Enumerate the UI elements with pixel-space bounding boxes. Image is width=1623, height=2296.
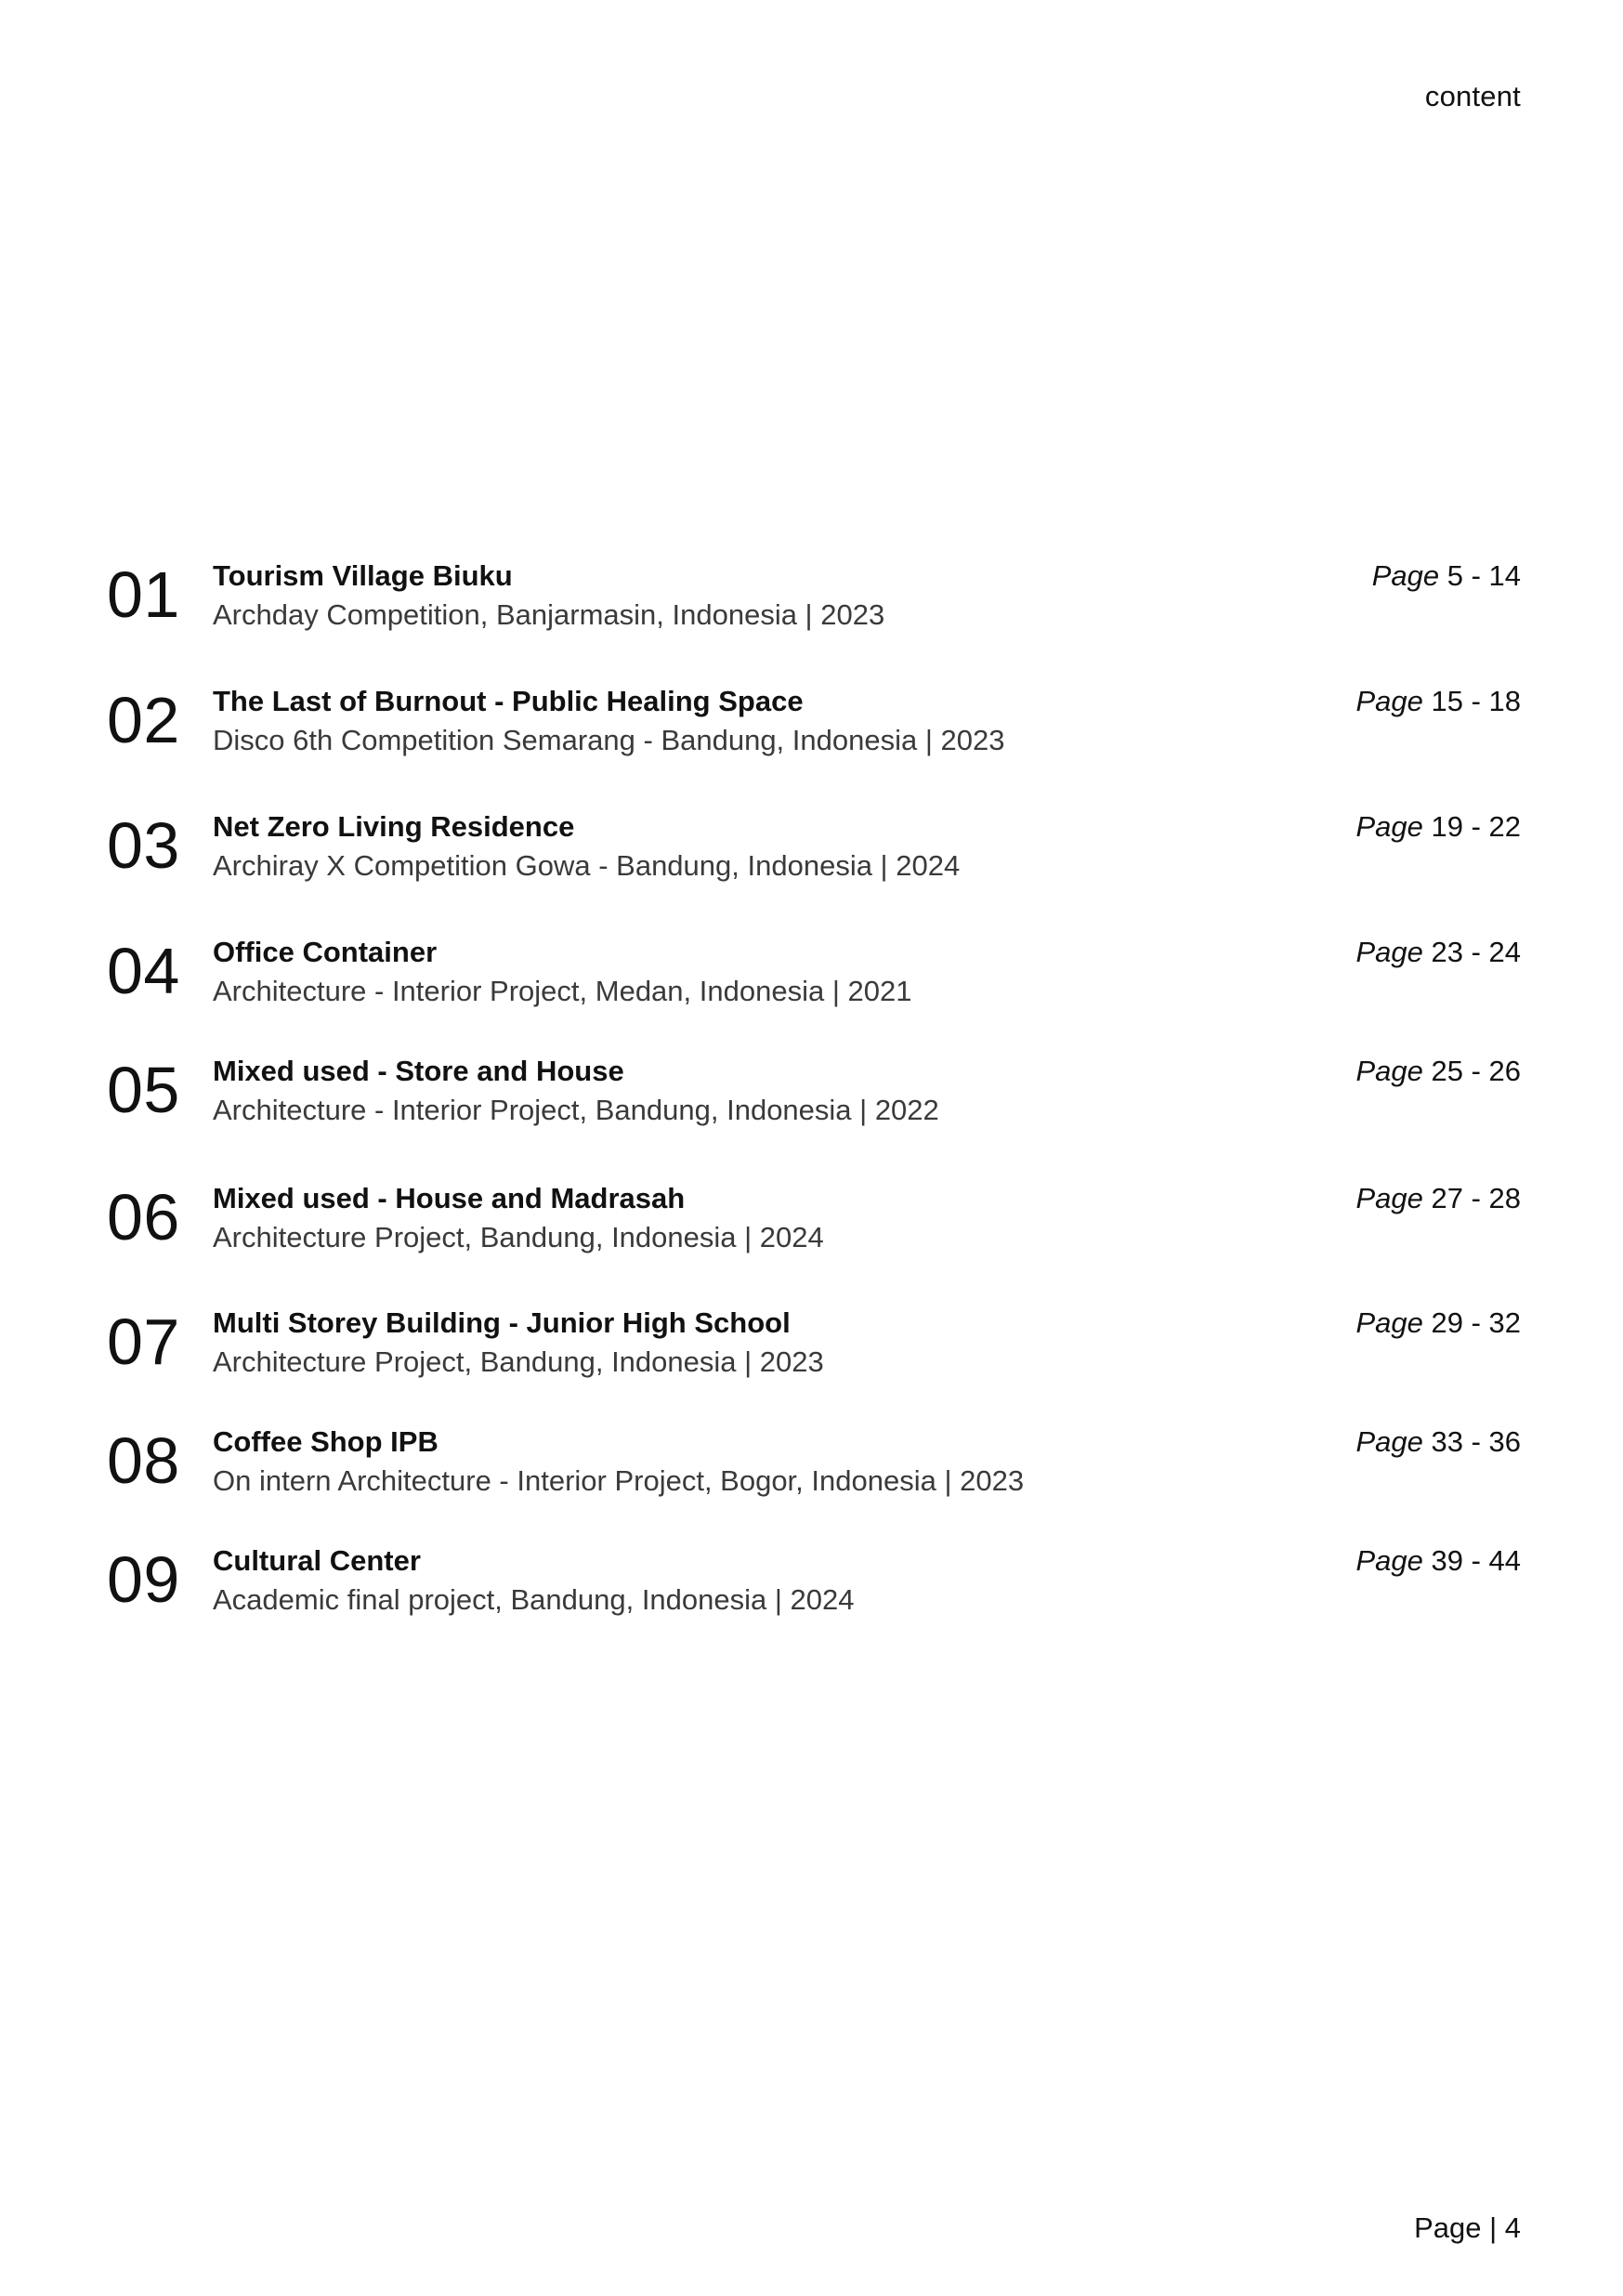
toc-entry[interactable] — [0, 935, 1623, 1037]
page-word: Page — [1355, 685, 1423, 717]
entry-number: 07 — [107, 1305, 180, 1378]
entry-title: Office Container — [213, 936, 438, 968]
entry-number: 01 — [107, 558, 180, 631]
entry-title: Mixed used - House and Madrasah — [213, 1182, 686, 1214]
entry-number: 04 — [107, 935, 180, 1007]
toc-entry[interactable] — [0, 1181, 1623, 1283]
toc-entry[interactable] — [0, 684, 1623, 786]
entry-subtitle: Archday Competition, Banjarmasin, Indonesia | 2023 — [213, 598, 885, 631]
page-range-value: 23 - 24 — [1431, 936, 1521, 968]
page-range-value: 25 - 26 — [1431, 1055, 1521, 1087]
entry-number: 08 — [107, 1424, 180, 1497]
entry-title: Multi Storey Building - Junior High School — [213, 1306, 791, 1339]
entry-subtitle: Architecture Project, Bandung, Indonesia | 2024 — [213, 1221, 824, 1253]
entry-subtitle: Academic final project, Bandung, Indonesia | 2024 — [213, 1583, 855, 1616]
page-word: Page — [1355, 1182, 1423, 1214]
entry-title: The Last of Burnout - Public Healing Space — [213, 685, 804, 717]
page-range-value: 29 - 32 — [1431, 1306, 1521, 1339]
entry-page-range — [1355, 809, 1521, 844]
entry-subtitle: Architecture Project, Bandung, Indonesia | 2023 — [213, 1345, 824, 1378]
entry-subtitle: On intern Architecture - Interior Project, Bogor, Indonesia | 2023 — [213, 1464, 1025, 1497]
page-range-value: 33 - 36 — [1431, 1425, 1521, 1458]
entry-subtitle: Disco 6th Competition Semarang - Bandung, Indonesia | 2023 — [213, 724, 1005, 756]
page-number: Page | 4 — [1414, 2211, 1521, 2244]
page-range-value: 39 - 44 — [1431, 1544, 1521, 1577]
entry-number: 09 — [107, 1543, 180, 1616]
entry-page-range — [1355, 1305, 1521, 1340]
entry-page-range — [1355, 1181, 1521, 1215]
entry-number: 03 — [107, 809, 180, 882]
entry-page-range — [1355, 684, 1521, 718]
toc-entry[interactable] — [0, 1424, 1623, 1527]
section-label: content — [1424, 80, 1521, 112]
entry-page-range — [1355, 1543, 1521, 1578]
entry-number: 02 — [107, 684, 180, 756]
page-word: Page — [1355, 1055, 1423, 1087]
entry-subtitle: Archiray X Competition Gowa - Bandung, Indonesia | 2024 — [213, 849, 961, 882]
entry-title: Coffee Shop IPB — [213, 1425, 438, 1458]
page-word: Page — [1371, 559, 1440, 592]
entry-number: 05 — [107, 1054, 180, 1126]
toc-entry[interactable] — [0, 558, 1623, 661]
page-range-value: 19 - 22 — [1431, 810, 1521, 843]
page-word: Page — [1355, 1425, 1423, 1458]
entry-subtitle: Architecture - Interior Project, Bandung, Indonesia | 2022 — [213, 1094, 939, 1126]
entry-page-range — [1355, 935, 1521, 969]
page-range-value: 15 - 18 — [1431, 685, 1521, 717]
entry-title: Tourism Village Biuku — [213, 559, 513, 592]
page-range-value: 27 - 28 — [1431, 1182, 1521, 1214]
entry-page-range — [1355, 1424, 1521, 1459]
toc-entry[interactable] — [0, 809, 1623, 912]
page-word: Page — [1355, 810, 1423, 843]
page-range-value: 5 - 14 — [1446, 559, 1521, 592]
entry-subtitle: Architecture - Interior Project, Medan, Indonesia | 2021 — [213, 975, 912, 1007]
entry-page-range — [1372, 558, 1521, 593]
entry-title: Mixed used - Store and House — [213, 1055, 624, 1087]
entry-title: Cultural Center — [213, 1544, 421, 1577]
toc-entry[interactable] — [0, 1305, 1623, 1408]
entry-title: Net Zero Living Residence — [213, 810, 575, 843]
entry-page-range — [1355, 1054, 1521, 1088]
entry-number: 06 — [107, 1181, 180, 1253]
page-word: Page — [1355, 936, 1423, 968]
page-word: Page — [1355, 1544, 1423, 1577]
page-word: Page — [1355, 1306, 1423, 1339]
toc-entry[interactable] — [0, 1054, 1623, 1156]
toc-entry[interactable] — [0, 1543, 1623, 1646]
